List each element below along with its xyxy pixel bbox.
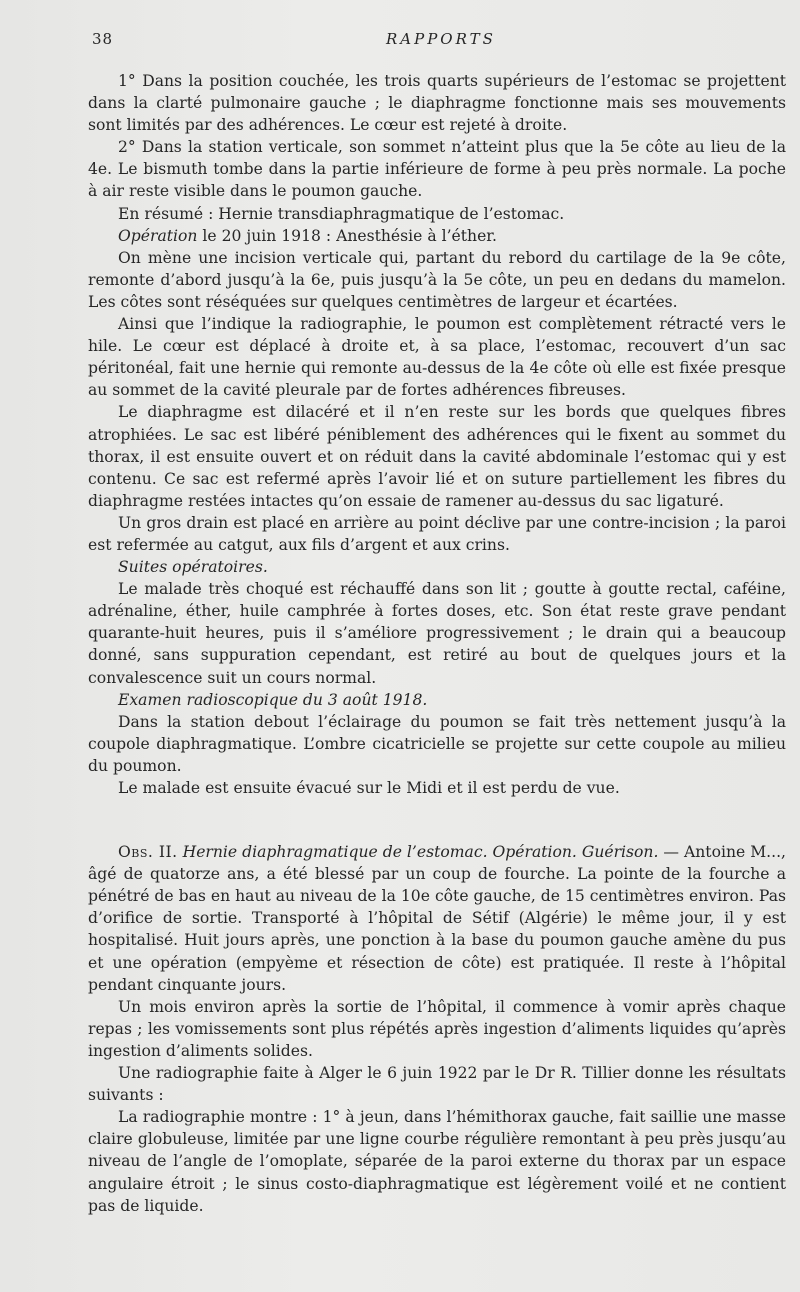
running-title: RAPPORTS xyxy=(386,30,496,48)
body-text xyxy=(88,70,786,1217)
italic-subheading: Examen radioscopique du 3 août 1918. xyxy=(118,690,428,709)
section-gap xyxy=(88,799,786,841)
paragraph: Une radiographie faite à Alger le 6 juin 1922 par le Dr R. Tillier donne les résultats suivants : xyxy=(88,1064,786,1105)
running-head xyxy=(88,28,786,58)
italic-heading: Opération xyxy=(118,226,198,245)
paragraph-text: le 20 juin 1918 : Anesthésie à l’éther. xyxy=(197,226,497,245)
paragraph: 2° Dans la station verticale, son sommet n’atteint plus que la 5e côte au lieu de la 4e. Le bismuth tombe dans la partie inférieure de forme à peu près normale. La poche à air reste visible dans le poumon gauche. xyxy=(88,138,786,201)
paragraph: En résumé : Hernie transdiaphragmatique de l’estomac. xyxy=(118,204,565,223)
paragraph: Dans la station debout l’éclairage du poumon se fait très nettement jusqu’à la coupole diaphragmatique. L’ombre cicatricielle se projette sur cette coupole au milieu du poumon. xyxy=(88,712,786,775)
paragraph: Le diaphragme est dilacéré et il n’en reste sur les bords que quelques fibres atrophiées. Le sac est libéré péniblement des adhérences qui le fixent au sommet du thorax, il est ensuite ouvert et on réduit dans la cavité abdominale l’estomac qui y est contenu. Ce sac est refermé après l’avoir lié et on suture partiellement les fibres du diaphragme restées intactes qu’on essaie de ramener au-dessus du sac ligaturé. xyxy=(88,403,786,510)
paragraph: Le malade est ensuite évacué sur le Midi et il est perdu de vue. xyxy=(118,779,620,797)
paragraph: Un gros drain est placé en arrière au point déclive par une contre-incision ; la paroi est refermée au catgut, aux fils d’argent et aux crins. xyxy=(88,513,786,554)
paragraph: Un mois environ après la sortie de l’hôpital, il commence à vomir après chaque repas ; les vomissements sont plus répétés après ingestion d’aliments liquides qu’après ingestion d’aliments solides. xyxy=(88,997,786,1060)
paragraph: Le malade très choqué est réchauffé dans son lit ; goutte à goutte rectal, caféine, adrénaline, éther, huile camphrée à fortes doses, etc. Son état reste grave pendant quarante-huit heures, puis il s’améliore progressivement ; le drain qui a beaucoup donné, sans suppuration cependant, est retiré au bout de quelques jours et la convalescence suit un cours normal. xyxy=(88,580,786,687)
paragraph xyxy=(88,225,786,247)
observation-title: Hernie diaphragmatique de l’estomac. Opération. Guérison. xyxy=(182,843,659,862)
paragraph: 1° Dans la position couchée, les trois quarts supérieurs de l’estomac se projettent dans la clarté pulmonaire gauche ; le diaphragme fonctionne mais ses mouvements sont limités par des adhérences. Le cœur est rejeté à droite. xyxy=(88,72,786,135)
page-number: 38 xyxy=(92,30,114,48)
paragraph: On mène une incision verticale qui, partant du rebord du cartilage de la 9e côte, remonte d’abord jusqu’à la 6e, puis jusqu’à la 5e côte, un peu en dedans du mamelon. Les côtes sont réséquées sur quelques centimètres de largeur et écartées. xyxy=(88,248,786,311)
paragraph: Ainsi que l’indique la radiographie, le poumon est complètement rétracté vers le hile. Le cœur est déplacé à droite et, à sa place, l’estomac, recouvert d’un sac péritonéal, fait une hernie qui remonte au-dessus de la 4e côte où elle est fixée presque au sommet de la cavité pleurale par de fortes adhérences fibreuses. xyxy=(88,315,786,400)
paragraph-text: — Antoine M..., âgé de quatorze ans, a été blessé par un coup de fourche. La pointe de la fourche a pénétré de bas en haut au niveau de la 10e côte gauche, de 15 centimètres environ. Pas d’orifice de sortie. Transporté à l’hôpital de Sétif (Algérie) le même jour, il y est hospitalisé. Huit jours après, une ponction à la base du poumon gauche amène du pus et une opération (empyème et résection de côte) est pratiquée. Il reste à l’hôpital pendant cinquante jours. xyxy=(88,843,786,994)
observation-heading-paragraph xyxy=(88,841,786,996)
paragraph: La radiographie montre : 1° à jeun, dans l’hémithorax gauche, fait saillie une masse claire globuleuse, limitée par une ligne courbe régulière remontant à peu près jusqu’au niveau de l’angle de l’omoplate, séparée de la paroi externe du thorax par un espace angulaire étroit ; le sinus costo-diaphragmatique est légèrement voilé et ne contient pas de liquide. xyxy=(88,1108,786,1215)
observation-label: Obs. II. xyxy=(118,843,178,862)
italic-subheading: Suites opératoires. xyxy=(118,558,268,577)
